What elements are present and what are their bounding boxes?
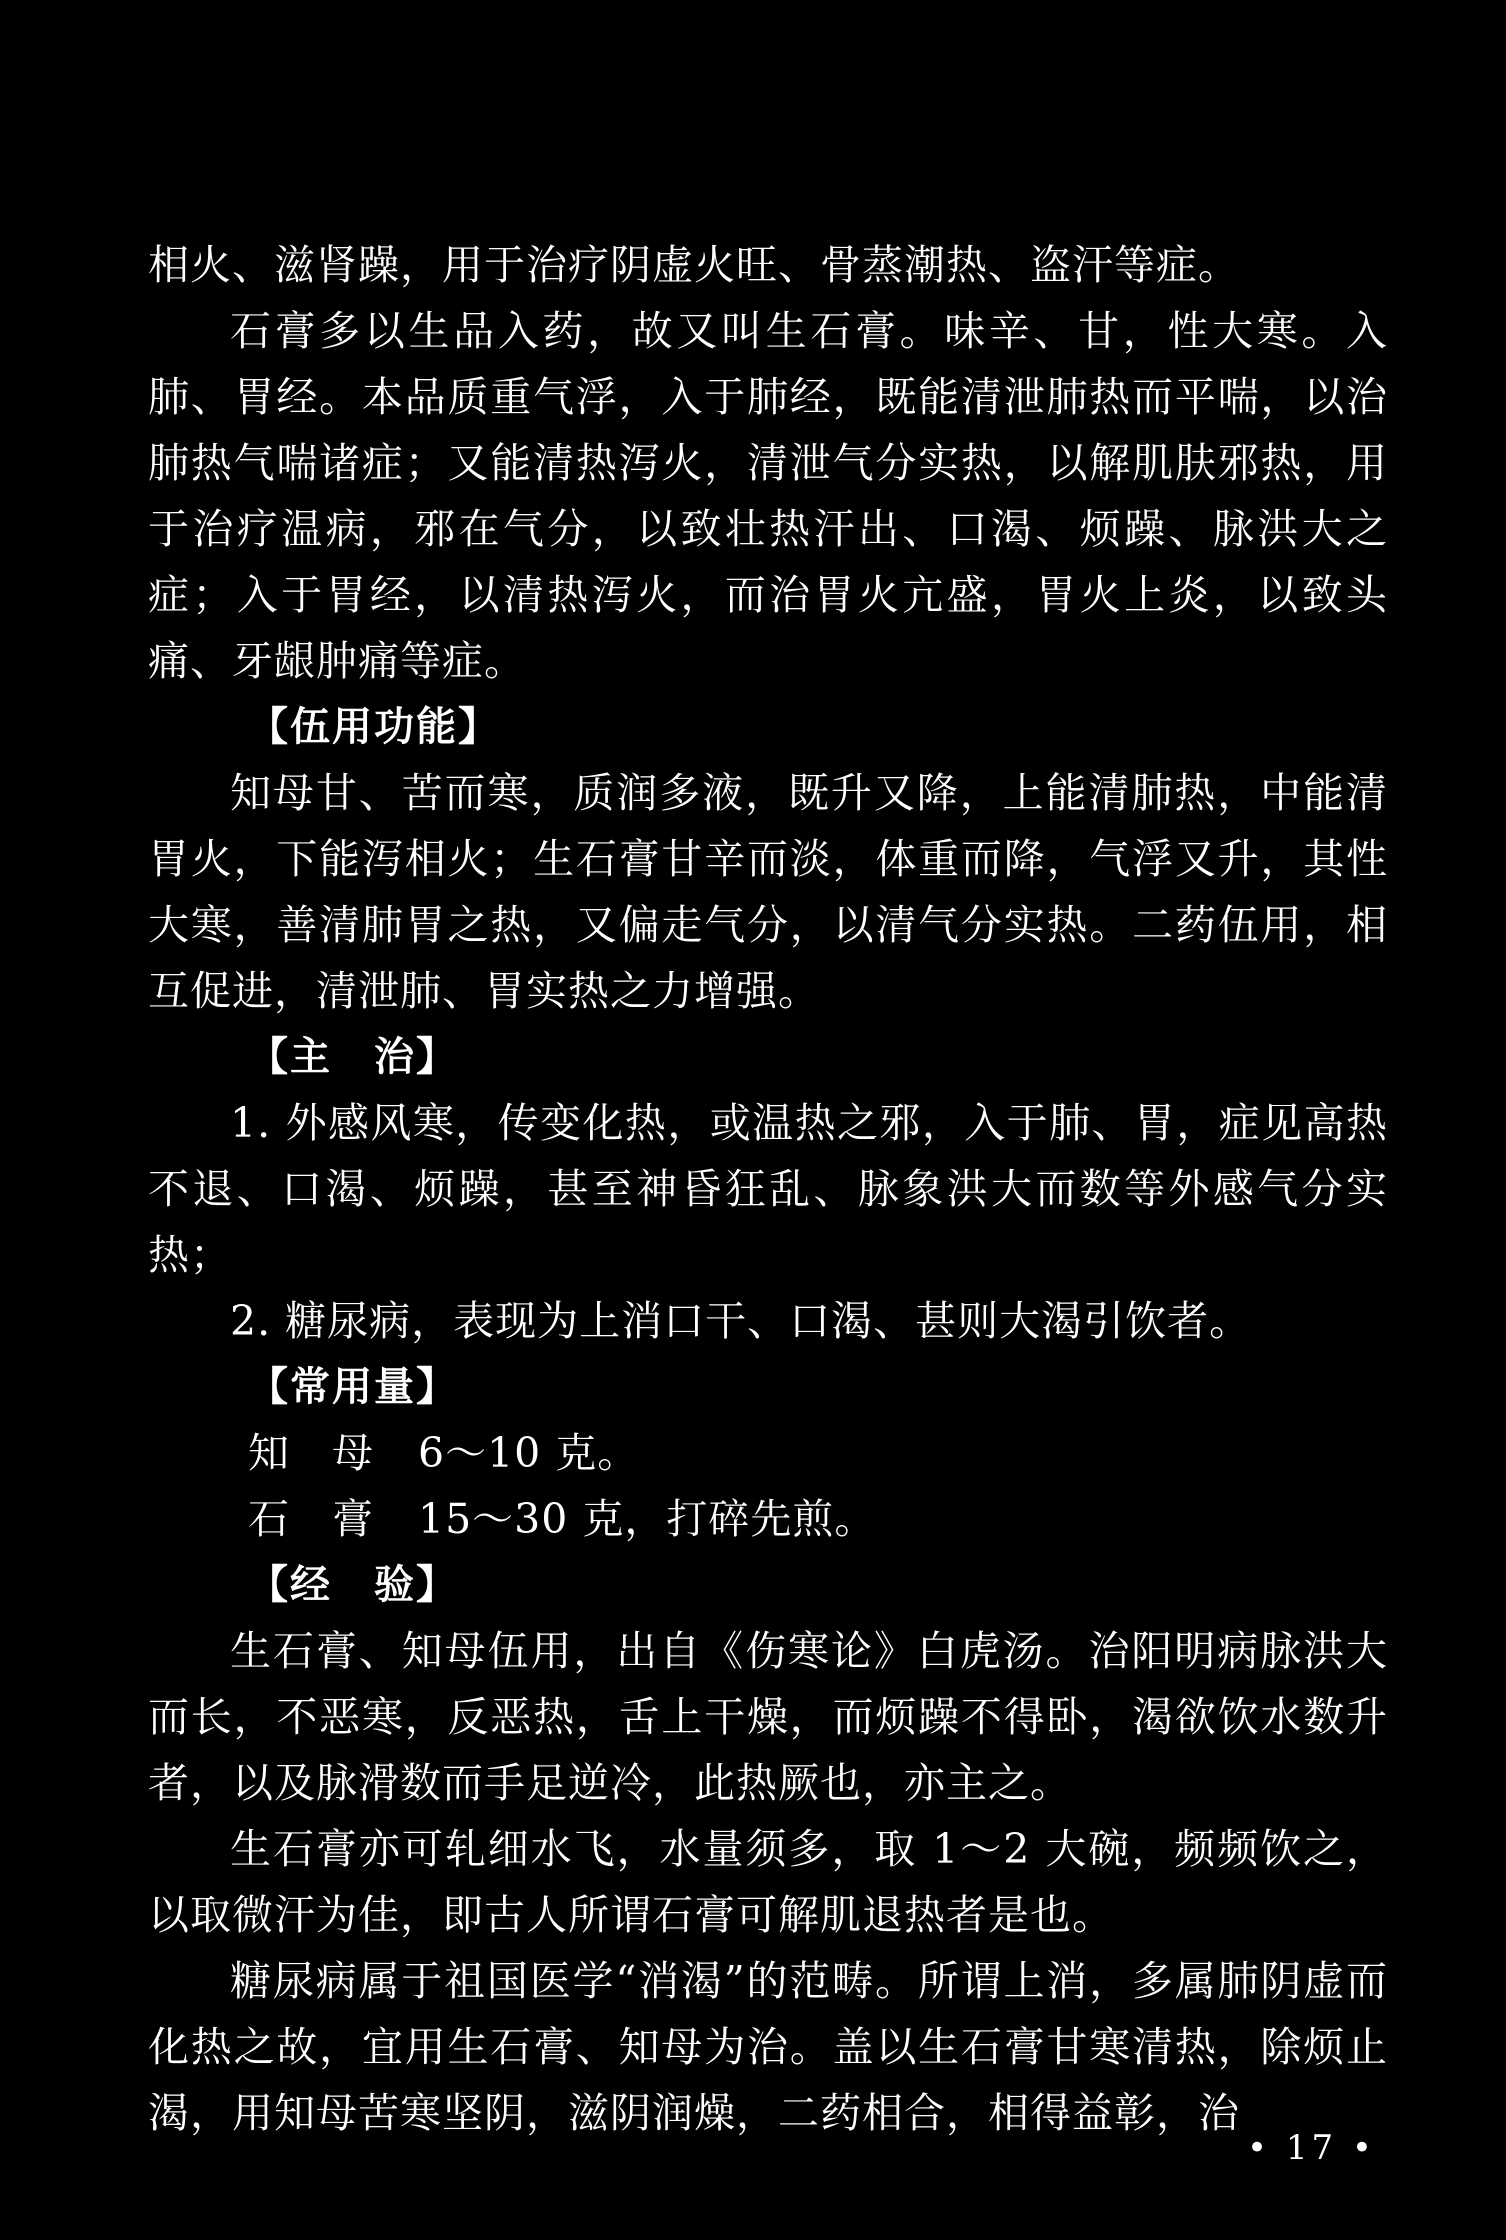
paragraph-function: 知母甘、苦而寒，质润多液，既升又降，上能清肺热，中能清胃火，下能泻相火；生石膏甘辛而淡，体重而降，气浮又升，其性大寒，善清肺胃之热，又偏走气分，以清气分实热。二药伍用，相互促进，清泄肺、胃实热之力增强。	[148, 769, 1388, 1015]
heading-function: 【伍用功能】	[248, 704, 500, 750]
dosage-herb-name: 知 母	[248, 1429, 374, 1477]
indication-item-2: 2. 糖尿病，表现为上消口干、口渴、甚则大渴引饮者。	[230, 1297, 1252, 1345]
paragraph-continuation: 相火、滋肾躁，用于治疗阴虚火旺、骨蒸潮热、盗汗等症。	[148, 241, 1240, 289]
heading-experience: 【经 验】	[248, 1562, 458, 1608]
experience-paragraph-3: 糖尿病属于祖国医学“消渴”的范畴。所谓上消，多属肺阴虚而化热之故，宜用生石膏、知母为治。盖以生石膏甘寒清热，除烦止渴，用知母苦寒坚阴，滋阴润燥，二药相合，相得益彰，治	[148, 1957, 1388, 2137]
dosage-amount: 15～30 克，打碎先煎。	[418, 1495, 877, 1543]
heading-indication: 【主 治】	[248, 1034, 458, 1080]
indication-item-1: 1. 外感风寒，传变化热，或温热之邪，入于肺、胃，症见高热不退、口渴、烦躁，甚至神昏狂乱、脉象洪大而数等外感气分实热；	[148, 1099, 1388, 1279]
dosage-amount: 6～10 克。	[418, 1429, 640, 1477]
dosage-herb-name: 石 膏	[248, 1495, 374, 1543]
experience-paragraph-2: 生石膏亦可轧细水飞，水量须多，取 1～2 大碗，频频饮之，以取微汗为佳，即古人所谓石膏可解肌退热者是也。	[148, 1825, 1388, 1939]
dosage-row-zhimu	[148, 1420, 1388, 1486]
heading-dosage: 【常用量】	[248, 1364, 458, 1410]
page-number: • 17 •	[1247, 2128, 1376, 2168]
paragraph-gypsum: 石膏多以生品入药，故又叫生石膏。味辛、甘，性大寒。入肺、胃经。本品质重气浮，入于肺经，既能清泄肺热而平喘，以治肺热气喘诸症；又能清热泻火，清泄气分实热，以解肌肤邪热，用于治疗温病，邪在气分，以致壮热汗出、口渴、烦躁、脉洪大之症；入于胃经，以清热泻火，而治胃火亢盛，胃火上炎，以致头痛、牙龈肿痛等症。	[148, 307, 1388, 685]
page-body	[148, 232, 1388, 2146]
experience-paragraph-1: 生石膏、知母伍用，出自《伤寒论》白虎汤。治阳明病脉洪大而长，不恶寒，反恶热，舌上干燥，而烦躁不得卧，渴欲饮水数升者，以及脉滑数而手足逆冷，此热厥也，亦主之。	[148, 1627, 1388, 1807]
dosage-row-shigao	[148, 1486, 1388, 1552]
